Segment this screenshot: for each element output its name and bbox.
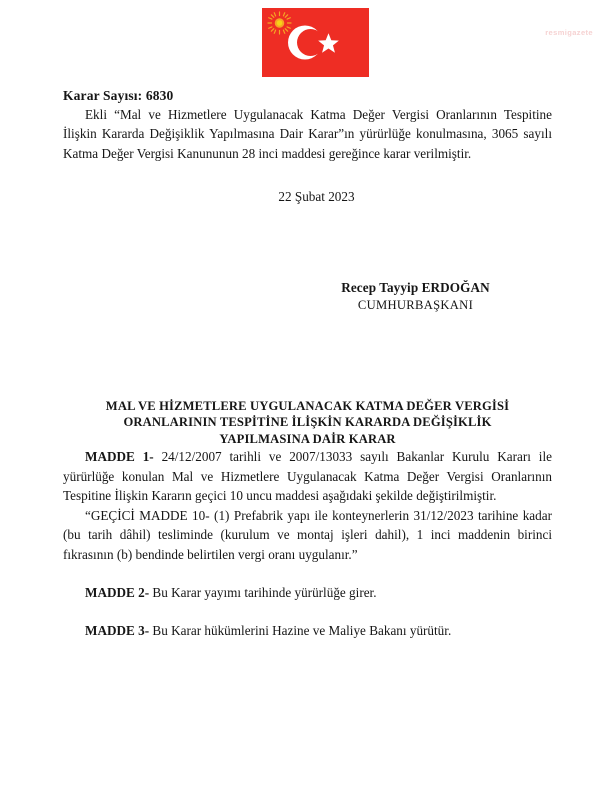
article-3-text: Bu Karar hükümlerini Hazine ve Maliye Bakanı yürütür. bbox=[149, 622, 452, 638]
regulation-title-line-2: ORANLARININ TESPİTİNE İLİŞKİN KARARDA DEĞİŞİKLİK bbox=[123, 415, 492, 430]
article-2-label: MADDE 2- bbox=[85, 585, 150, 601]
signatory-name: Recep Tayyip ERDOĞAN bbox=[341, 280, 490, 296]
article-1 bbox=[63, 447, 552, 506]
quoted-provision: “GEÇİCİ MADDE 10- (1) Prefabrik yapı ile konteynerlerin 31/12/2023 tarihine kadar (bu tarih dâhil) tesliminde (kurulum ve montaj işleri dahil), 1 inci maddenin birinci fıkrasının (b) bendinde belirtilen vergi oranı uygulanır.” bbox=[63, 507, 552, 562]
signatory-title: CUMHURBAŞKANI bbox=[357, 297, 474, 312]
regulation-title bbox=[63, 398, 552, 448]
article-1-text: 24/12/2007 tarihli ve 2007/13033 sayılı Bakanlar Kurulu Kararı ile yürürlüğe konulan Mal ve Hizmetlere Uygulanacak Katma Değer Vergisi Oranlarının Tespitine İlişkin Kararın geçici 10 uncu maddesi aşağıdaki şekilde değiştirilmiştir. bbox=[63, 449, 552, 504]
article-3-label: MADDE 3- bbox=[85, 622, 150, 638]
decision-number: Karar Sayısı: 6830 bbox=[63, 88, 174, 103]
document-body bbox=[63, 0, 552, 640]
decision-date: 22 Şubat 2023 bbox=[278, 189, 355, 205]
article-1-label: MADDE 1- bbox=[85, 449, 154, 465]
watermark-text: resmigazete bbox=[545, 28, 593, 37]
intro-paragraph: Ekli “Mal ve Hizmetlere Uygulanacak Katma Değer Vergisi Oranlarının Tespitine İlişkin Kararda Değişiklik Yapılmasına Dair Karar”ın yürürlüğe konulmasına, 3065 sayılı Katma Değer Vergisi Kanununun 28 inci maddesi gereğince karar verilmiştir. bbox=[63, 106, 552, 161]
article-3 bbox=[63, 621, 552, 641]
article-2 bbox=[63, 583, 552, 603]
regulation-title-line-1: MAL VE HİZMETLERE UYGULANACAK KATMA DEĞER VERGİSİ bbox=[105, 398, 510, 413]
signature-block bbox=[63, 279, 552, 313]
regulation-title-line-3: YAPILMASINA DAİR KARAR bbox=[219, 431, 396, 446]
article-2-text: Bu Karar yayımı tarihinde yürürlüğe girer. bbox=[149, 585, 377, 601]
